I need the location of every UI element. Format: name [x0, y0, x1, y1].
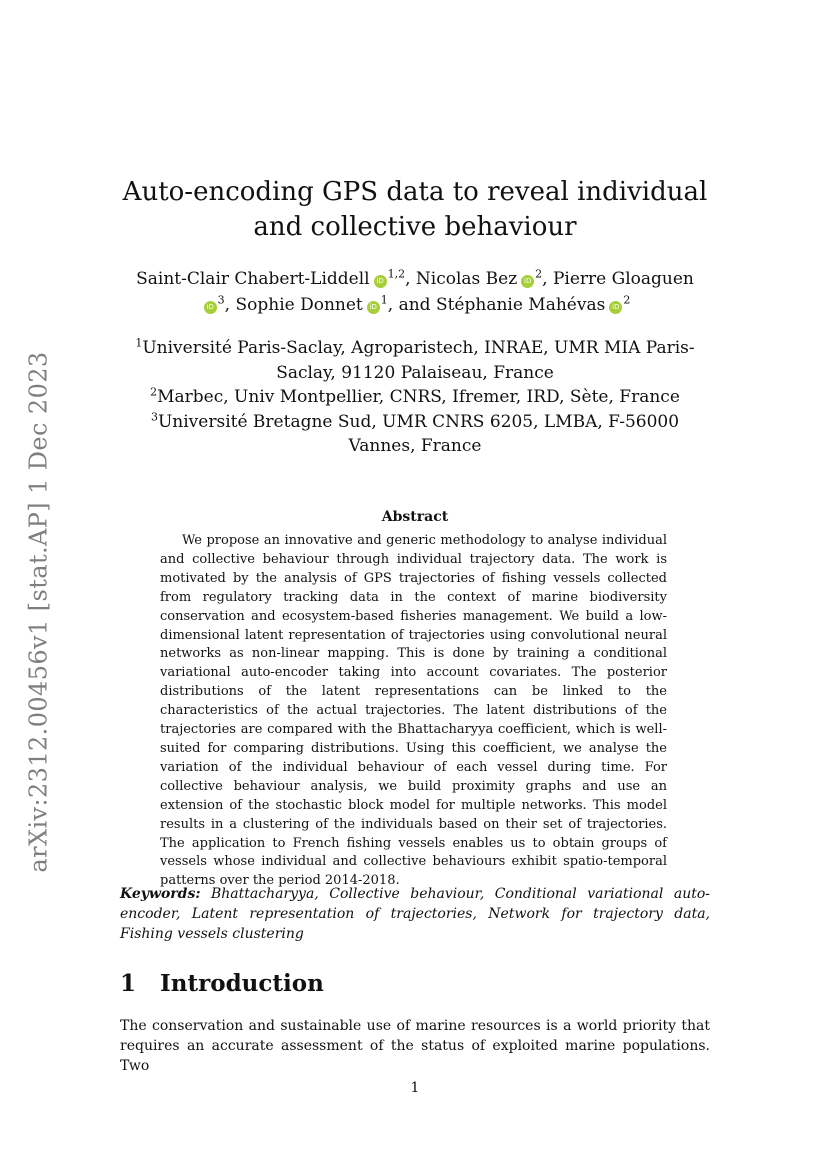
affiliation-mark: 2 — [150, 385, 158, 399]
author-name: Saint-Clair Chabert-Liddell — [136, 269, 370, 289]
author-affiliation-mark: 1,2 — [387, 267, 406, 281]
affiliation — [120, 336, 710, 385]
abstract-body: We propose an innovative and generic methodology to analyse individual and collective behaviour through individual trajectory data. The work is motivated by the analysis of GPS trajectories of fishing vessels collected from regulatory tracking data in the context of marine biodiversity conservation and ecosystem-based fisheries management. We build a low-dimensional latent representation of trajectories using convolutional neural networks as non-linear mapping. This is done by training a conditional variational auto-encoder taking into account covariates. The posterior distributions of the latent representations can be linked to the characteristics of the actual trajectories. The latent distributions of the trajectories are compared with the Bhattacharyya coefficient, which is well-suited for comparing distributions. Using this coefficient, we analyse the variation of the individual behaviour of each vessel during time. For collective behaviour analysis, we build proximity graphs and use an extension of the stochastic block model for multiple networks. This model results in a clustering of the individuals based on their set of trajectories. The application to French fishing vessels enables us to obtain groups of vessels whose individual and collective behaviours exhibit spatio-temporal patterns over the period 2014-2018. — [160, 533, 667, 889]
author-affiliation-mark: 3 — [217, 293, 225, 307]
page-number: 1 — [410, 1080, 420, 1096]
keywords-text: Bhattacharyya, Collective behaviour, Conditional variational auto-encoder, Latent representation of trajectories, Network for trajectory data, Fishing vessels clustering — [120, 886, 710, 942]
affiliation-mark: 1 — [135, 336, 143, 350]
author-list — [120, 266, 710, 318]
arxiv-sidebar — [20, 351, 58, 873]
arxiv-identifier: arXiv:2312.00456v1 [stat.AP] 1 Dec 2023 — [25, 351, 54, 873]
intro-paragraph: The conservation and sustainable use of marine resources is a world priority that requires an accurate assessment of the status of exploited marine populations. Two — [120, 1018, 710, 1074]
orcid-icon[interactable]: iD — [521, 275, 534, 288]
section-heading — [120, 970, 710, 997]
affiliation-text: Université Bretagne Sud, UMR CNRS 6205, LMBA, F-56000 Vannes, France — [157, 411, 680, 456]
section-title: Introduction — [160, 970, 324, 997]
author-separator: , — [224, 295, 236, 315]
affiliation — [120, 385, 710, 410]
affiliation-list — [120, 336, 710, 459]
author-affiliation-mark: 2 — [535, 267, 543, 281]
author-name: Stéphanie Mahévas — [435, 295, 606, 315]
author-separator: and — [398, 295, 436, 315]
orcid-icon[interactable]: iD — [374, 275, 387, 288]
author-separator: , — [387, 295, 399, 315]
section-number: 1 — [120, 970, 137, 997]
affiliation-text: Université Paris-Saclay, Agroparistech, INRAE, UMR MIA Paris-Saclay, 91120 Palaiseau, France — [142, 338, 695, 383]
affiliation-text: Marbec, Univ Montpellier, CNRS, Ifremer, IRD, Sète, France — [157, 387, 680, 407]
orcid-icon[interactable]: iD — [204, 301, 217, 314]
author-name: Sophie Donnet — [235, 295, 363, 315]
orcid-icon[interactable]: iD — [609, 301, 622, 314]
author-separator: , — [405, 269, 416, 289]
abstract-heading: Abstract — [381, 509, 449, 525]
author-affiliation-mark: 1 — [380, 293, 388, 307]
keywords — [120, 884, 710, 944]
affiliation — [120, 410, 710, 459]
keywords-label: Keywords: — [120, 886, 201, 902]
paper-title: Auto-encoding GPS data to reveal individual and collective behaviour — [122, 177, 708, 242]
author-name: Nicolas Bez — [415, 269, 518, 289]
author-separator: , — [542, 269, 553, 289]
affiliation-mark: 3 — [150, 409, 158, 423]
author-name: Pierre Gloaguen — [552, 269, 694, 289]
author-affiliation-mark: 2 — [623, 293, 631, 307]
orcid-icon[interactable]: iD — [367, 301, 380, 314]
